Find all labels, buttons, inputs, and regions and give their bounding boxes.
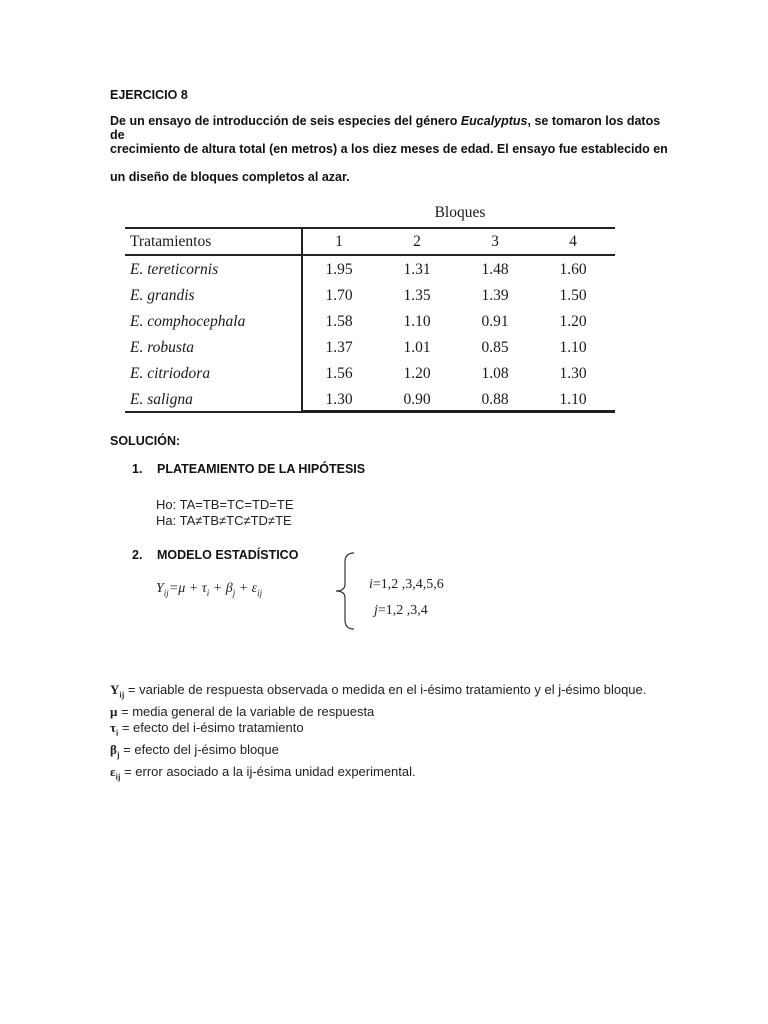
column-header: 1: [335, 233, 343, 250]
table-cell: 1.56: [325, 365, 353, 382]
model-beta-subscript: j: [232, 587, 236, 598]
genus-name: Eucalyptus: [460, 114, 528, 128]
index-j-values: =1,2 ,3,4: [377, 603, 428, 618]
treatment-name: E. grandis: [130, 287, 195, 304]
table-cell: 1.58: [325, 313, 353, 330]
model-tau-subscript: i: [206, 587, 210, 598]
table-cell: 1.70: [325, 287, 353, 304]
definition-symbol: τ: [110, 720, 116, 736]
intro-line-1-end: , se tomaron los datos de: [110, 114, 661, 142]
table-cell: 1.35: [403, 287, 431, 304]
treatments-header: Tratamientos: [130, 233, 212, 250]
table-top-rule: [125, 227, 615, 229]
index-i-values: =1,2 ,3,4,5,6: [372, 577, 444, 592]
table-cell: 1.95: [325, 261, 353, 278]
treatment-name: E. robusta: [130, 339, 195, 356]
table-cell: 1.10: [403, 313, 431, 330]
definition-text: = efecto del i-ésimo tratamiento: [118, 720, 304, 736]
step-2-number: 2.: [132, 548, 143, 562]
model-equation: [156, 581, 262, 598]
table-bottom-rule: [125, 411, 615, 413]
column-header: 2: [413, 233, 421, 250]
table-cell: 0.88: [481, 391, 509, 408]
table-cell: 1.30: [559, 365, 587, 382]
table-cell: 0.91: [481, 313, 509, 330]
table-cell: 1.08: [481, 365, 509, 382]
definitions-list: [110, 682, 670, 786]
intro-line-1-start: De un ensayo de introducción de seis especies del género: [110, 114, 461, 128]
definition-subscript: i: [116, 729, 119, 738]
definition-subscript: ij: [119, 690, 125, 700]
table-cell: 1.39: [481, 287, 509, 304]
definition-text: = efecto del j-ésimo bloque: [119, 742, 279, 758]
table-cell: 1.31: [403, 261, 431, 278]
alternative-hypothesis: Ha: TA≠TB≠TC≠TD≠TE: [156, 513, 292, 528]
step-1-title: PLATEAMIENTO DE LA HIPÓTESIS: [157, 462, 366, 476]
table-cell: 1.20: [403, 365, 431, 382]
intro-line-2: crecimiento de altura total (en metros) a los diez meses de edad. El ensayo fue establecido en: [110, 142, 668, 156]
definition-item: [110, 704, 670, 720]
definition-symbol: μ: [110, 704, 118, 719]
index-j-range: [374, 603, 428, 619]
model-beta: + β: [209, 581, 233, 596]
table-header-rule: [125, 254, 615, 256]
table-cell: 1.10: [559, 391, 587, 408]
definition-text: = variable de respuesta observada o medida en el i-ésimo tratamiento y el j-ésimo bloque.: [124, 682, 647, 697]
table-cell: 1.48: [481, 261, 509, 278]
table-cell: 1.60: [559, 261, 587, 278]
left-brace-icon: [330, 550, 360, 632]
table-cell: 1.20: [559, 313, 587, 330]
definition-item: [110, 720, 670, 742]
model-epsilon: + ε: [235, 581, 258, 596]
definition-item: [110, 764, 670, 786]
blocks-group-header: Bloques: [434, 204, 486, 221]
table-cell: 1.37: [325, 339, 353, 356]
column-header: 4: [569, 233, 577, 250]
definition-symbol: Y: [110, 682, 120, 697]
definition-subscript: j: [116, 751, 120, 760]
index-i-var: i: [369, 577, 373, 592]
step-2-title: MODELO ESTADÍSTICO: [157, 548, 299, 562]
definition-text: = error asociado a la ij-ésima unidad experimental.: [120, 764, 416, 780]
table-divider: [301, 227, 303, 411]
model-y: Y: [156, 581, 164, 596]
model-mu-tau: =μ + τ: [168, 581, 207, 596]
exercise-title: EJERCICIO 8: [110, 88, 188, 102]
treatment-name: E. tereticornis: [130, 261, 219, 278]
definition-text: = media general de la variable de respuesta: [117, 704, 375, 719]
model-y-subscript: ij: [163, 587, 169, 598]
treatment-name: E. citriodora: [130, 365, 211, 382]
table-cell: 1.10: [559, 339, 587, 356]
table-cell: 0.85: [481, 339, 509, 356]
definition-symbol: ε: [110, 764, 116, 780]
definition-symbol: β: [110, 742, 117, 758]
treatment-name: E. comphocephala: [130, 313, 246, 330]
solution-title: SOLUCIÓN:: [110, 434, 181, 448]
definition-subscript: ij: [115, 773, 121, 782]
index-i-range: [369, 577, 444, 593]
definition-item: [110, 682, 670, 704]
treatment-name: E. saligna: [130, 391, 193, 408]
table-cell: 1.30: [325, 391, 353, 408]
table-cell: 0.90: [403, 391, 431, 408]
table-cell: 1.50: [559, 287, 587, 304]
index-j-var: j: [374, 603, 378, 618]
table-cell: 1.01: [403, 339, 431, 356]
step-1-number: 1.: [132, 462, 143, 476]
intro-line-3: un diseño de bloques completos al azar.: [110, 170, 350, 184]
column-header: 3: [491, 233, 499, 250]
null-hypothesis: Ho: TA=TB=TC=TD=TE: [156, 497, 294, 512]
intro-line-1: [110, 114, 670, 142]
definition-item: [110, 742, 670, 764]
model-epsilon-subscript: ij: [257, 587, 263, 598]
